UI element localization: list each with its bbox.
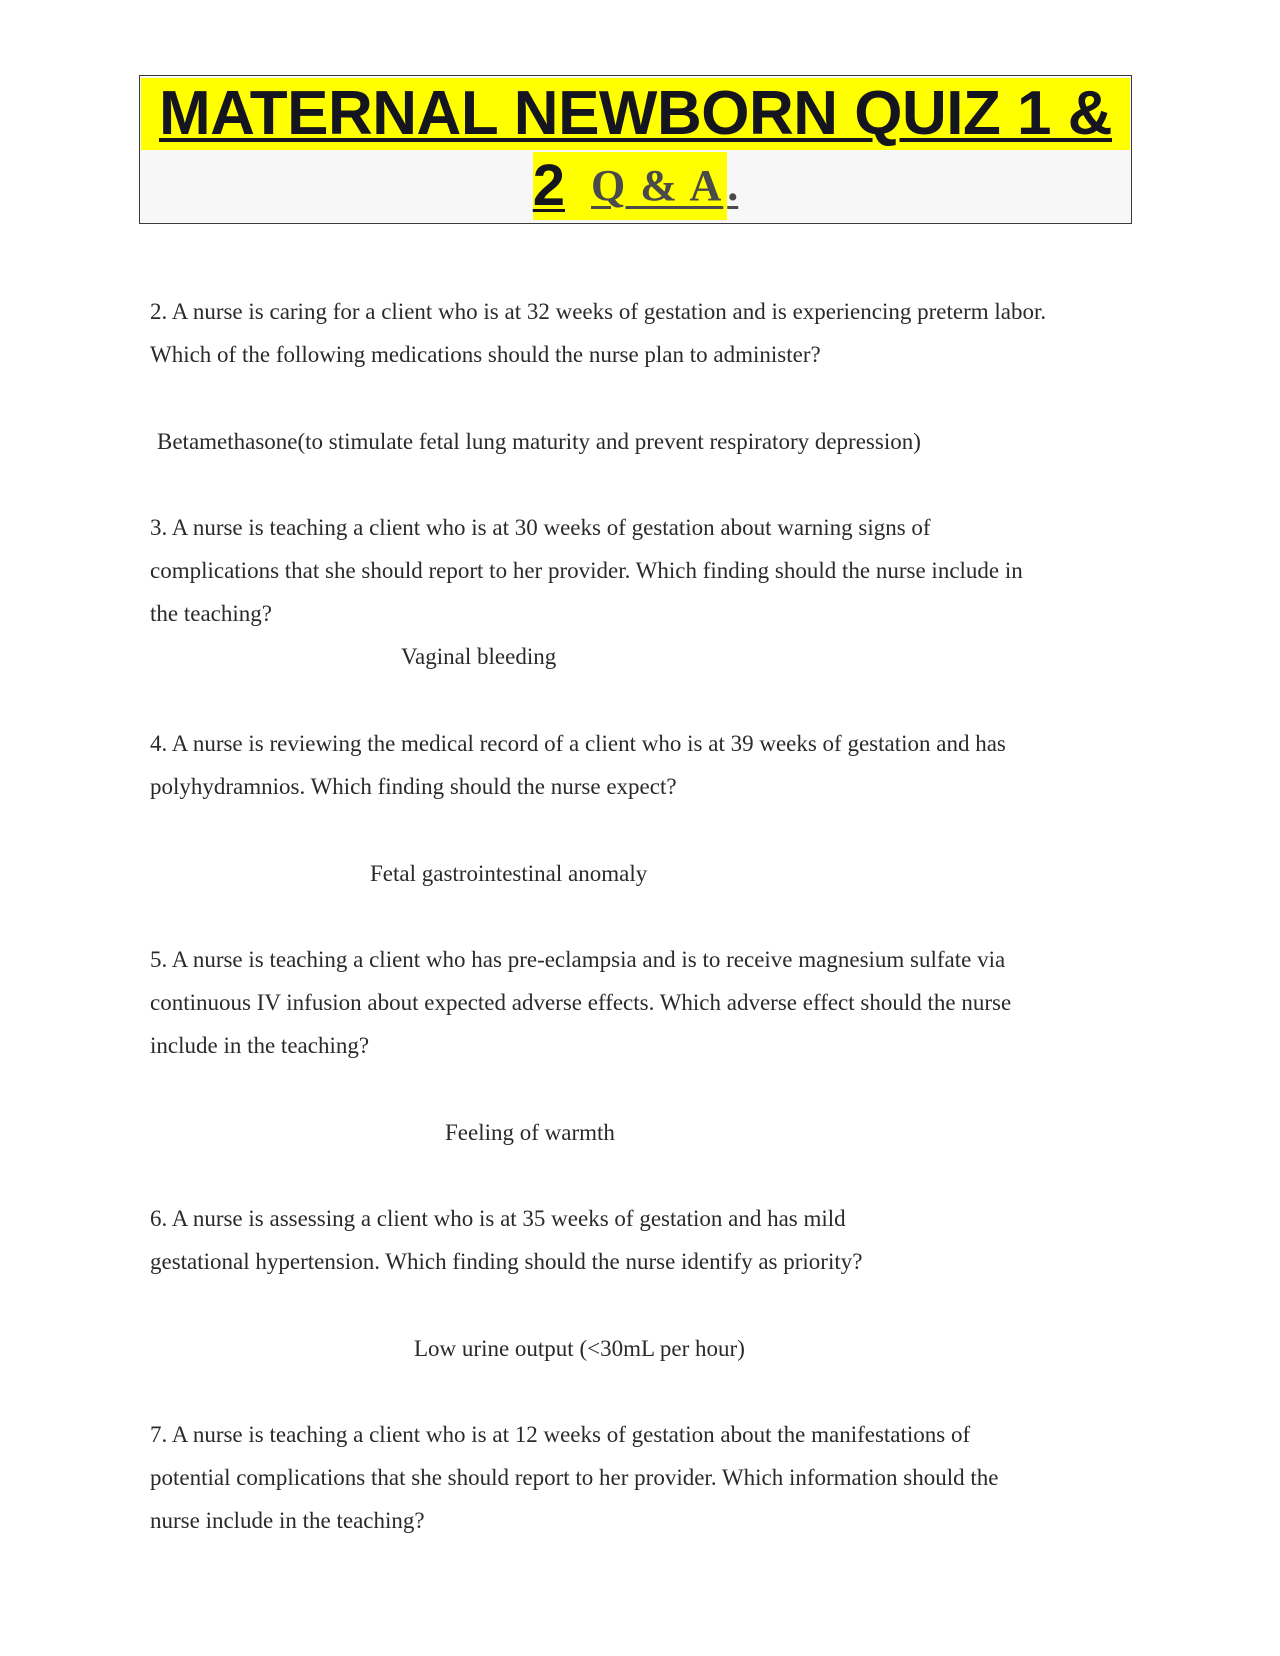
- question-2-line-1: 2. A nurse is caring for a client who is at 32 weeks of gestation and is experiencing preterm labor.: [150, 299, 1047, 324]
- title-box: [139, 75, 1132, 224]
- title-line-1: MATERNAL NEWBORN QUIZ 1 &: [141, 78, 1130, 150]
- answer-6: Low urine output (<30mL per hour): [414, 1336, 745, 1361]
- answer-5: Feeling of warmth: [445, 1120, 615, 1145]
- title-number: 2: [533, 152, 585, 220]
- question-4-line-2: polyhydramnios. Which finding should the nurse expect?: [150, 774, 677, 799]
- question-3-line-3: the teaching?: [150, 601, 272, 626]
- title-qa: Q & A: [585, 152, 727, 220]
- title-line-2: [140, 152, 1131, 222]
- question-5-line-1: 5. A nurse is teaching a client who has pre-eclampsia and is to receive magnesium sulfate via: [150, 947, 1006, 972]
- question-2-line-2: Which of the following medications should the nurse plan to administer?: [150, 342, 821, 367]
- question-7-line-2: potential complications that she should report to her provider. Which information should the: [150, 1465, 999, 1490]
- question-7-line-1: 7. A nurse is teaching a client who is at 12 weeks of gestation about the manifestations of: [150, 1422, 971, 1447]
- question-3-line-2: complications that she should report to her provider. Which finding should the nurse include in: [150, 558, 1023, 583]
- answer-2: Betamethasone(to stimulate fetal lung maturity and prevent respiratory depression): [157, 429, 921, 454]
- title-period: .: [727, 161, 739, 210]
- question-6-line-1: 6. A nurse is assessing a client who is at 35 weeks of gestation and has mild: [150, 1206, 846, 1231]
- question-7-line-3: nurse include in the teaching?: [150, 1508, 425, 1533]
- question-5-line-2: continuous IV infusion about expected adverse effects. Which adverse effect should the nurse: [150, 990, 1012, 1015]
- question-5-line-3: include in the teaching?: [150, 1033, 370, 1058]
- question-3-line-1: 3. A nurse is teaching a client who is at 30 weeks of gestation about warning signs of: [150, 515, 931, 540]
- answer-4: Fetal gastrointestinal anomaly: [370, 861, 648, 886]
- question-4-line-1: 4. A nurse is reviewing the medical record of a client who is at 39 weeks of gestation and has: [150, 731, 1006, 756]
- question-6-line-2: gestational hypertension. Which finding should the nurse identify as priority?: [150, 1249, 863, 1274]
- answer-3: Vaginal bleeding: [401, 644, 557, 669]
